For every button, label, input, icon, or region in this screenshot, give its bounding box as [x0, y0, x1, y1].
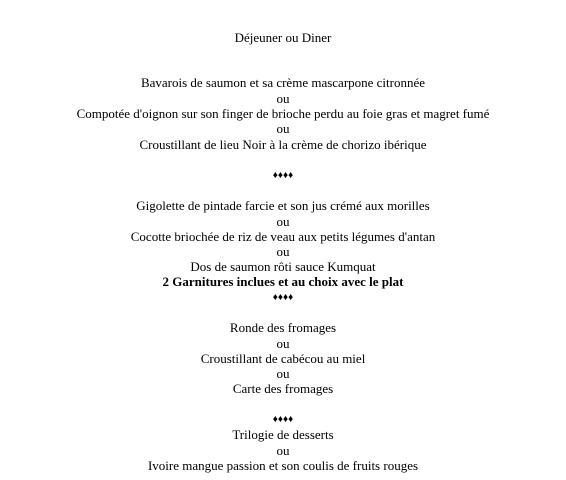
or-separator: ou	[276, 214, 290, 229]
or-separator: ou	[276, 336, 290, 351]
dessert-item: Trilogie de desserts	[232, 427, 334, 442]
dessert-item: Ivoire mangue passion et son coulis de fruits rouges	[147, 458, 419, 473]
or-separator: ou	[276, 244, 290, 259]
starter-item: Compotée d'oignon sur son finger de brioche perdu au foie gras et magret fumé	[76, 106, 490, 121]
main-item: Gigolette de pintade farcie et son jus crémé aux morilles	[136, 198, 430, 213]
starter-item: Bavarois de saumon et sa crème mascarpone citronnée	[140, 75, 426, 90]
cheese-item: Croustillant de cabécou au miel	[200, 351, 366, 366]
or-separator: ou	[276, 91, 290, 106]
main-item: Cocotte briochée de riz de veau aux petits légumes d'antan	[130, 229, 436, 244]
main-item: Dos de saumon rôti sauce Kumquat	[190, 259, 376, 274]
cheese-item: Carte des fromages	[232, 381, 334, 396]
or-separator: ou	[276, 366, 290, 381]
menu-title: Déjeuner ou Diner	[234, 30, 332, 45]
mains-note: 2 Garnitures inclues et au choix avec le plat	[162, 274, 404, 289]
starter-item: Croustillant de lieu Noir à la crème de chorizo ibérique	[139, 137, 427, 152]
or-separator: ou	[276, 121, 290, 136]
or-separator: ou	[276, 443, 290, 458]
cheese-item: Ronde des fromages	[229, 320, 337, 335]
diamond-divider: ♦♦♦♦	[272, 414, 294, 425]
diamond-divider: ♦♦♦♦	[272, 292, 294, 303]
diamond-divider: ♦♦♦♦	[272, 170, 294, 181]
